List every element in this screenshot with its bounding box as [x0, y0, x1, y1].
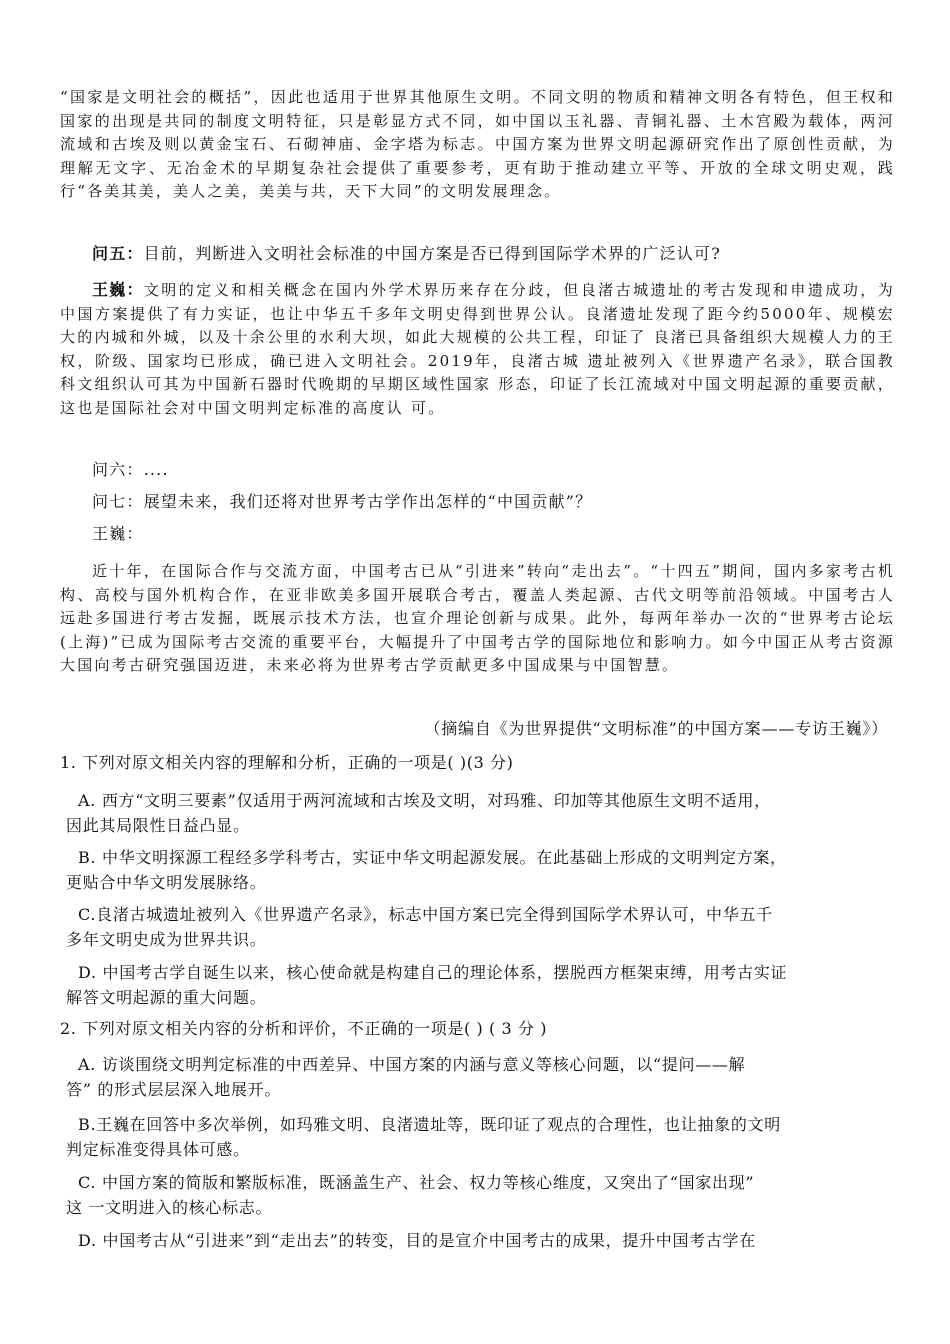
question-2-option-a[interactable]: A. 访谈围绕文明判定标准的中西差异、中国方案的内涵与意义等核心问题，以“提问——解 答” 的形式层层深入地展开。 — [66, 1055, 746, 1099]
question-2-option-c[interactable]: C. 中国方案的简版和繁版标准，既涵盖生产、社会、权力等核心维度，又突出了“国家出现” 这 一文明进入的核心标志。 — [66, 1173, 755, 1217]
question-1-option-d[interactable]: D. 中国考古学自诞生以来，核心使命就是构建自己的理论体系，摆脱西方框架束缚，用考古实证 解答文明起源的重大问题。 — [66, 963, 788, 1007]
question-2-stem: 2. 下列对原文相关内容的分析和评价，不正确的一项是( ) ( 3 分 ) — [60, 1019, 548, 1038]
question-5-label: 问五： — [92, 244, 144, 263]
answer-5 — [60, 278, 895, 420]
question-2-option-b[interactable]: B.王巍在回答中多次举例，如玛雅文明、良渚遗址等，既印证了观点的合理性，也让抽象的文明 判定标准变得具体可感。 — [66, 1115, 781, 1159]
question-5-text: 目前，判断进入文明社会标准的中国方案是否已得到国际学术界的广泛认可? — [143, 244, 721, 263]
answer-5-label: 王巍： — [92, 280, 144, 299]
question-7: 问七：展望未来，我们还将对世界考古学作出怎样的“中国贡献”？ — [92, 492, 593, 511]
question-5 — [60, 242, 895, 266]
answer-7-paragraph: 近十年，在国际合作与交流方面，中国考古已从“引进来”转向“走出去”。“十四五”期间，国内多家考古机构、高校与国外机构合作，在亚非欧美多国开展联合考古，覆盖人类起源、古代文明等前沿领域。中国考古人远赴多国进行考古发掘，既展示技术方法，也宣介理论创新与成果。此外，每两年举办一次的“世界考古论坛(上海)”已成为国际考古交流的重要平台，大幅提升了中国考古学的国际地位和影响力。如今中国正从考古资源大国向考古研究强国迈进，未来必将为世界考古学贡献更多中国成果与中国智慧。 — [60, 562, 895, 674]
source-citation: （摘编自《为世界提供“文明标准”的中国方案——专访王巍》） — [424, 719, 888, 738]
question-1-stem: 1. 下列对原文相关内容的理解和分析，正确的一项是( )(3 分) — [60, 753, 514, 772]
question-6: 问六：.... — [92, 460, 169, 479]
question-1-option-a[interactable]: A. 西方“文明三要素”仅适用于两河流域和古埃及文明，对玛雅、印加等其他原生文明不适用， 因此其局限性日益凸显。 — [66, 791, 771, 835]
intro-paragraph: “国家是文明社会的概括”，因此也适用于世界其他原生文明。不同文明的物质和精神文明各有特色，但王权和国家的出现是共同的制度文明特征，只是彰显方式不同，如中国以玉礼器、青铜礼器、土木宫殿为载体，两河流域和古埃及则以黄金宝石、石砌神庙、金字塔为标志。中国方案为世界文明起源研究作出了原创性贡献，为理解无文字、无冶金术的早期复杂社会提供了重要参考，更有助于推动建立平等、开放的全球文明史观，践行“各美其美，美人之美，美美与共，天下大同”的文明发展理念。 — [60, 88, 895, 200]
question-2-option-d[interactable]: D. 中国考古从“引进来”到“走出去”的转变，目的是宣介中国考古的成果，提升中国考古学在 — [78, 1231, 756, 1250]
question-1-option-c[interactable]: C.良渚古城遗址被列入《世界遗产名录》，标志中国方案已完全得到国际学术界认可，中华五千 多年文明史成为世界共识。 — [66, 905, 773, 949]
answer-5-text: 文明的定义和相关概念在国内外学术界历来存在分歧，但良渚古城遗址的考古发现和申遗成功，为中国方案提供了有力实证，也让中华五千多年文明史得到世界公认。良渚遗址发现了距今约5000年、规模宏大的内城和外城，以及十余公里的水利大坝，如此大规模的公共工程，印证了 良渚已具备组织大规模人力的王权，阶级、国家均已形成，确已进入文明社会。2019年，良渚古城 遗址被列入《世界遗产名录》，联合国教科文组织认可其为中国新石器时代晚期的早期区域性国家 形态，印证了长江流域对中国文明起源的重要贡献，这也是国际社会对中国文明判定标准的高度认 可。 — [60, 281, 895, 417]
answer-7-label: 王巍： — [92, 524, 144, 543]
question-1-option-b[interactable]: B. 中华文明探源工程经多学科考古，实证中华文明起源发展。在此基础上形成的文明判定方案， 更贴合中华文明发展脉络。 — [66, 848, 787, 892]
